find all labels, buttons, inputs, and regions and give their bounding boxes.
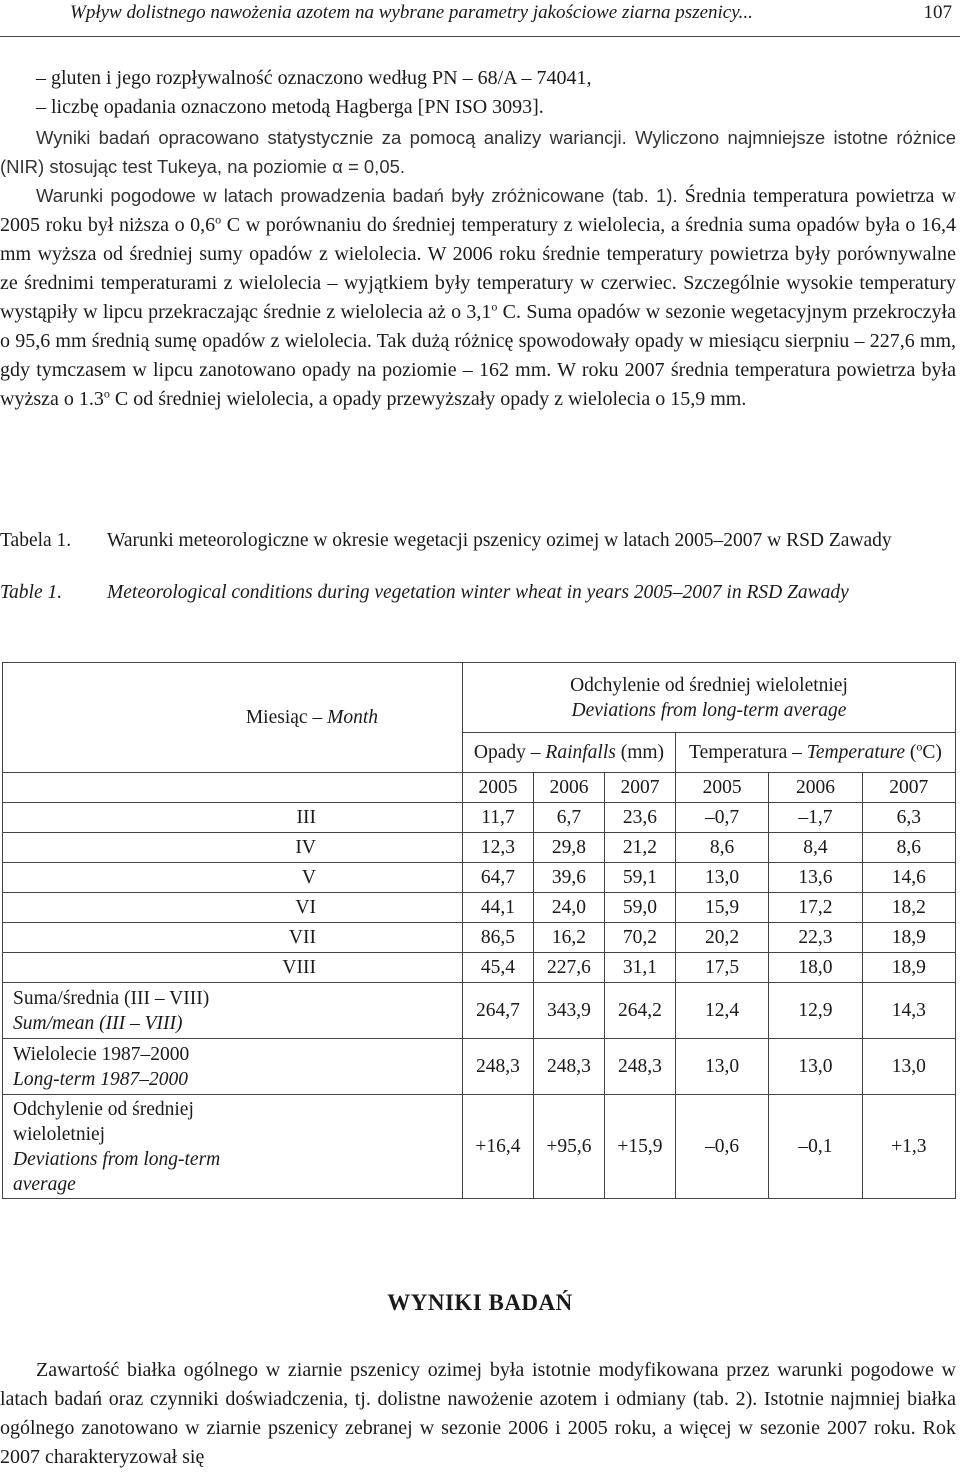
value-cell: 59,1 [604,863,675,893]
month-rows [3,803,956,983]
value-cell: 70,2 [604,923,675,953]
section-title: WYNIKI BADAŃ [387,1290,573,1315]
value-cell: 13,6 [769,863,862,893]
degree-sup: o [103,386,110,401]
running-title: Wpływ dolistnego nawożenia azotem na wybrane parametry jakościowe ziarna pszenicy... [70,2,753,23]
value-cell: 264,7 [463,983,534,1039]
value-cell: 18,9 [862,923,955,953]
summary-label-pl: Odchylenie od średniej wieloletniej [13,1098,194,1145]
value-cell: 45,4 [463,953,534,983]
value-cell: –0,6 [675,1095,768,1199]
temperature-header [675,733,955,773]
value-cell: 17,5 [675,953,768,983]
value-cell: 248,3 [533,1039,604,1095]
summary-row [3,1039,956,1095]
value-cell: 18,2 [862,893,955,923]
summary-rows [3,983,956,1199]
summary-label-pl: Wielolecie 1987–2000 [13,1043,190,1065]
value-cell: 39,6 [533,863,604,893]
deviation-header [463,663,956,733]
year-cell: 2005 [675,773,768,803]
summary-label-en: Deviations from long-term average [13,1148,221,1195]
year-cell: 2005 [463,773,534,803]
summary-label-pl: Suma/średnia (III – VIII) [13,987,210,1009]
month-header [3,663,463,773]
value-cell: 248,3 [604,1039,675,1095]
years-row [3,773,956,803]
month-cell: III [3,803,463,833]
years-row-label [3,773,463,803]
value-cell: 14,3 [862,983,955,1039]
value-cell: –1,7 [769,803,862,833]
month-cell: VIII [3,953,463,983]
value-cell: 8,4 [769,833,862,863]
value-cell: 59,0 [604,893,675,923]
table-header-row [3,663,956,733]
methods-list [36,64,591,122]
year-cell: 2006 [769,773,862,803]
value-cell: 343,9 [533,983,604,1039]
value-cell: 18,9 [862,953,955,983]
value-cell: 17,2 [769,893,862,923]
summary-label [3,1039,463,1095]
value-cell: 12,4 [675,983,768,1039]
list-item: – gluten i jego rozpływalność oznaczono według PN – 68/A – 74041, [36,67,592,89]
value-cell: 12,3 [463,833,534,863]
year-cell: 2007 [862,773,955,803]
value-cell: 13,0 [675,863,768,893]
page-number: 107 [923,2,952,23]
value-cell: 44,1 [463,893,534,923]
value-cell: 13,0 [769,1039,862,1095]
value-cell: 23,6 [604,803,675,833]
value-cell: –0,1 [769,1095,862,1199]
value-cell: +16,4 [463,1095,534,1199]
month-cell: IV [3,833,463,863]
value-cell: –0,7 [675,803,768,833]
temperature-header-en: Temperature [806,742,906,763]
degree-sup: o [491,299,498,314]
month-header-pl: Miesiąc – [245,707,323,728]
deviation-header-en: Deviations from long-term average [571,699,847,721]
results-paragraph: Zawartość białka ogólnego w ziarnie pszenicy ozimej była istotnie modyfikowana przez warunki pogodowe w latach badań oraz czynniki doświadczenia, tj. dolistne nawożenie azotem i odmiany (tab. 2). Istotnie najmniej białka ogólnego zanotowano w ziarnie pszenicy zebranej w sezonie 2006 i 2005 roku, a więcej w sezonie 2007 roku. Rok 2007 charakteryzował się [0,1359,956,1468]
value-cell: 8,6 [675,833,768,863]
unit-open: ( [909,742,917,763]
value-cell: 24,0 [533,893,604,923]
value-cell: 8,6 [862,833,955,863]
value-cell: 264,2 [604,983,675,1039]
temperature-unit [909,739,942,763]
month-cell: VII [3,923,463,953]
weather-text-1: Średnia temperatura powietrza w 2005 roku był niższa o 0,6 [0,185,957,236]
weather-text-4: C od średniej wielolecia, a opady przewyższały opady z wielolecia o 15,9 mm. [109,388,747,410]
value-cell: +1,3 [862,1095,955,1199]
summary-row [3,983,956,1039]
month-header-en: Month [327,707,378,728]
summary-row [3,1095,956,1199]
value-cell: 15,9 [675,893,768,923]
value-cell: 64,7 [463,863,534,893]
value-cell: 6,3 [862,803,955,833]
degree-sup: o [215,212,222,227]
value-cell: 18,0 [769,953,862,983]
value-cell: +95,6 [533,1095,604,1199]
rainfall-header-pl: Opady – [473,742,541,763]
value-cell: 16,2 [533,923,604,953]
rainfall-unit: (mm) [620,742,665,763]
weather-text-3: C. Suma opadów w sezonie wegetacyjnym przekroczyła o 95,6 mm średnią sumę opadów z wielolecia. Tak dużą różnicę spowodowały opady w miesiącu sierpniu – 227,6 mm, gdy tymczasem w lipcu zanotowano opady na poziomie – 162 mm. W roku 2007 średnia temperatura powietrza była wyższa o 1.3 [0,301,956,410]
value-cell: 86,5 [463,923,534,953]
value-cell: 22,3 [769,923,862,953]
value-cell: 29,8 [533,833,604,863]
month-cell: V [3,863,463,893]
value-cell: 12,9 [769,983,862,1039]
caption-text-en: Meteorological conditions during vegetation winter wheat in years 2005–2007 in RSD Zawady [107,582,849,603]
year-cell: 2006 [533,773,604,803]
value-cell: 11,7 [463,803,534,833]
caption-label-en: Table 1. [0,582,63,603]
weather-lead: Warunki pogodowe w latach prowadzenia badań były zróżnicowane (tab. 1). [36,185,678,206]
value-cell: 20,2 [675,923,768,953]
summary-label [3,983,463,1039]
rainfall-header [463,733,676,773]
list-item: – liczbę opadania oznaczono metodą Hagberga [PN ISO 3093]. [36,96,544,118]
weather-paragraph [0,181,956,414]
month-cell: VI [3,893,463,923]
running-header [0,0,960,37]
table-row [3,833,956,863]
meteorological-table [2,662,956,1199]
weather-text-2: C w porównaniu do średniej temperatury z wielolecia, a średnia suma opadów była o 16,4 mm wyższa od średniej sumy opadów z wielolecia. W 2006 roku średnie temperatury powietrza były porównywalne ze średnimi temperaturami z wielolecia – wyjątkiem były temperatury w czerwiec. Szczególnie wysokie temperatury wystąpiły w lipcu przekraczając średnie z wielolecia aż o 3,1 [0,214,956,323]
table-row [3,953,956,983]
value-cell: 227,6 [533,953,604,983]
stats-paragraph: Wyniki badań opracowano statystycznie za pomocą analizy wariancji. Wyliczono najmniejsze istotne różnice (NIR) stosując test Tukeya, na poziomie α = 0,05. [0,127,956,177]
temperature-header-pl: Temperatura – [689,742,802,763]
caption-text-pl: Warunki meteorologiczne w okresie wegetacji pszenicy ozimej w latach 2005–2007 w RSD Zawady [107,530,892,551]
value-cell: 6,7 [533,803,604,833]
deviation-header-pl: Odchylenie od średniej wieloletniej [570,674,848,696]
value-cell: 13,0 [675,1039,768,1095]
year-cell: 2007 [604,773,675,803]
table-row [3,803,956,833]
table-row [3,893,956,923]
value-cell: 21,2 [604,833,675,863]
value-cell: 14,6 [862,863,955,893]
caption-label-pl: Tabela 1. [0,530,72,551]
summary-label-en: Long-term 1987–2000 [13,1068,188,1090]
summary-label [3,1095,463,1199]
degree-sup: o [916,739,923,754]
value-cell: 31,1 [604,953,675,983]
rainfall-header-en: Rainfalls [545,742,616,763]
unit-close: C) [922,742,942,763]
value-cell: 13,0 [862,1039,955,1095]
summary-label-en: Sum/mean (III – VIII) [13,1012,183,1034]
table-row [3,923,956,953]
table-row [3,863,956,893]
value-cell: +15,9 [604,1095,675,1199]
value-cell: 248,3 [463,1039,534,1095]
